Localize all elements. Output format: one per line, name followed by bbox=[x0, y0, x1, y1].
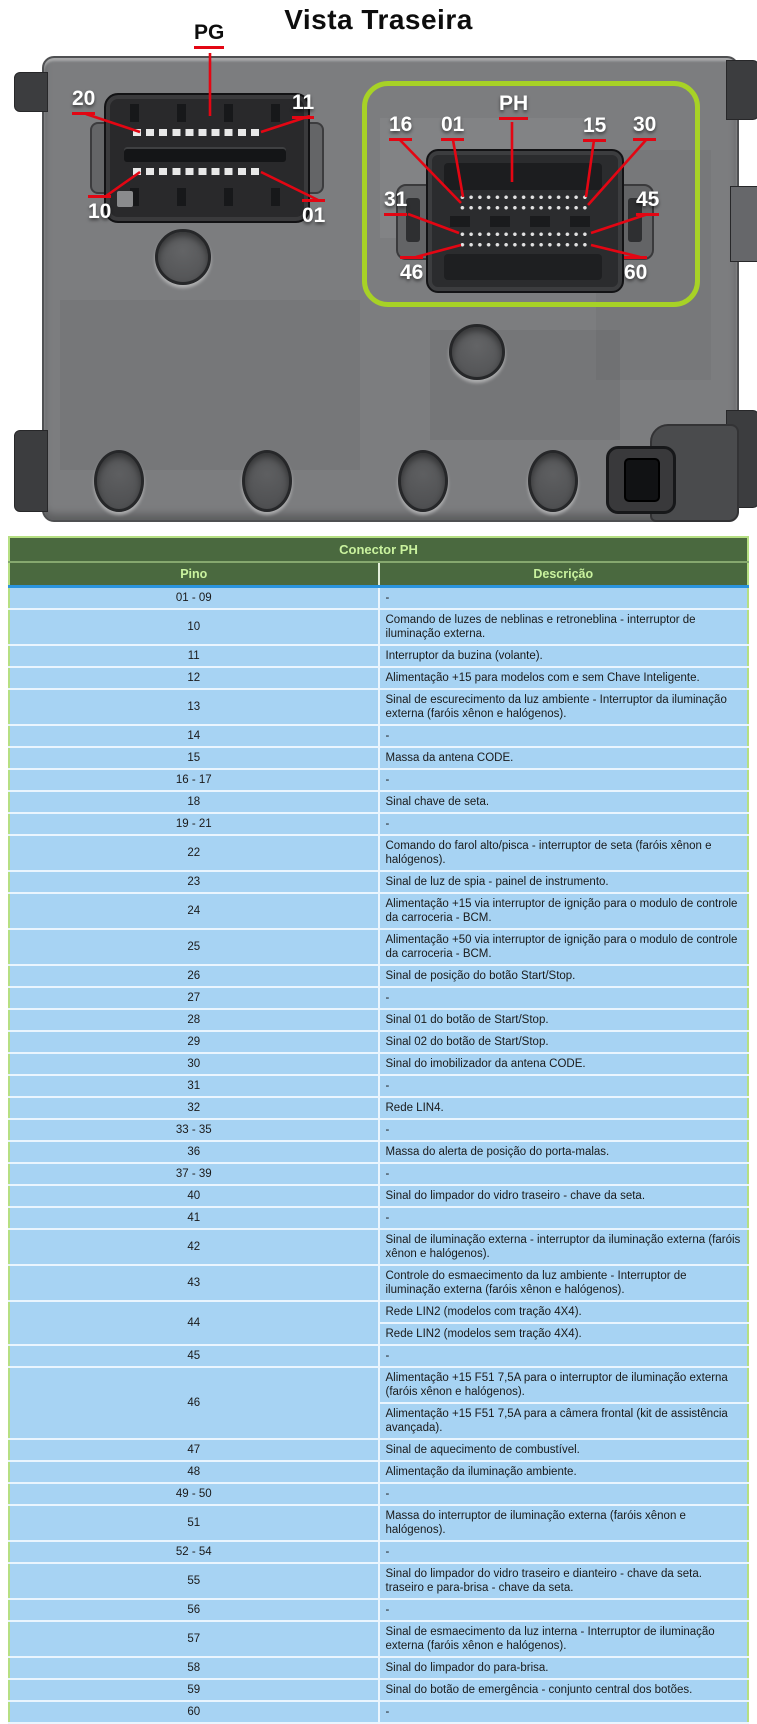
connector-pg-notches bbox=[130, 104, 280, 122]
mounting-tab bbox=[14, 72, 48, 112]
connector-ph-table bbox=[8, 536, 749, 1724]
pg-pin-label-01: 01 bbox=[302, 199, 325, 226]
pin-cell: 26 bbox=[9, 965, 379, 987]
table-row bbox=[9, 1541, 748, 1563]
module-bump bbox=[449, 324, 505, 380]
mounting-tab bbox=[726, 60, 757, 120]
pin-cell: 36 bbox=[9, 1141, 379, 1163]
table-row bbox=[9, 1009, 748, 1031]
column-header-pino: Pino bbox=[9, 562, 379, 587]
bcm-rear-view-figure bbox=[0, 0, 757, 530]
table-row bbox=[9, 929, 748, 965]
description-cell: Massa do interruptor de iluminação externa (faróis xênon e halógenos). bbox=[379, 1505, 749, 1541]
description-cell: Rede LIN2 (modelos com tração 4X4). bbox=[379, 1301, 749, 1323]
table-row bbox=[9, 1563, 748, 1599]
table-row bbox=[9, 813, 748, 835]
description-cell: - bbox=[379, 1345, 749, 1367]
pin-cell: 40 bbox=[9, 1185, 379, 1207]
connector-pg-pin-row bbox=[133, 129, 264, 136]
table-row bbox=[9, 1097, 748, 1119]
description-cell: Sinal 01 do botão de Start/Stop. bbox=[379, 1009, 749, 1031]
connector-ph-key-slots bbox=[450, 216, 596, 227]
connector-ph-pin-grid-bottom bbox=[458, 229, 589, 250]
pin-cell: 46 bbox=[9, 1367, 379, 1439]
description-cell: Comando do farol alto/pisca - interruptor de seta (faróis xênon e halógenos). bbox=[379, 835, 749, 871]
description-cell: Massa da antena CODE. bbox=[379, 747, 749, 769]
table-row bbox=[9, 893, 748, 929]
description-cell: Sinal de luz de spia - painel de instrumento. bbox=[379, 871, 749, 893]
table-row bbox=[9, 1229, 748, 1265]
module-shading bbox=[60, 300, 360, 470]
description-cell: Comando de luzes de neblinas e retroneblina - interruptor de iluminação externa. bbox=[379, 609, 749, 645]
pin-cell: 59 bbox=[9, 1679, 379, 1701]
description-cell: - bbox=[379, 1599, 749, 1621]
mounting-tab bbox=[14, 430, 48, 512]
table-row bbox=[9, 1075, 748, 1097]
table-row bbox=[9, 835, 748, 871]
pin-cell: 47 bbox=[9, 1439, 379, 1461]
pin-cell: 30 bbox=[9, 1053, 379, 1075]
description-cell: - bbox=[379, 725, 749, 747]
table-row bbox=[9, 791, 748, 813]
table-title-row bbox=[9, 537, 748, 562]
pin-cell: 51 bbox=[9, 1505, 379, 1541]
pg-pin-label-10: 10 bbox=[88, 195, 111, 222]
description-cell: - bbox=[379, 1207, 749, 1229]
description-cell: Sinal do limpador do vidro traseiro e dianteiro - chave da seta. traseiro e para-brisa - chave da seta. bbox=[379, 1563, 749, 1599]
table-row bbox=[9, 1265, 748, 1301]
pin-cell: 32 bbox=[9, 1097, 379, 1119]
table-row bbox=[9, 1031, 748, 1053]
pin-cell: 43 bbox=[9, 1265, 379, 1301]
pin-cell: 14 bbox=[9, 725, 379, 747]
pin-cell: 19 - 21 bbox=[9, 813, 379, 835]
description-cell: - bbox=[379, 587, 749, 610]
pin-cell: 37 - 39 bbox=[9, 1163, 379, 1185]
table-row bbox=[9, 645, 748, 667]
description-cell: Alimentação +50 via interruptor de ignição para o modulo de controle da carroceria - BCM. bbox=[379, 929, 749, 965]
table-title: Conector PH bbox=[9, 537, 748, 562]
description-cell: Rede LIN4. bbox=[379, 1097, 749, 1119]
table-row bbox=[9, 1185, 748, 1207]
pin-cell: 13 bbox=[9, 689, 379, 725]
ph-pin-label-31: 31 bbox=[384, 189, 407, 216]
table-row bbox=[9, 1163, 748, 1185]
module-foot bbox=[242, 450, 292, 512]
ph-pin-label-30: 30 bbox=[633, 114, 656, 141]
table-header-row bbox=[9, 562, 748, 587]
column-header-descricao: Descrição bbox=[379, 562, 749, 587]
pin-cell: 44 bbox=[9, 1301, 379, 1345]
table-row bbox=[9, 1679, 748, 1701]
description-cell: Sinal chave de seta. bbox=[379, 791, 749, 813]
table-row bbox=[9, 587, 748, 610]
pin-cell: 12 bbox=[9, 667, 379, 689]
pin-cell: 56 bbox=[9, 1599, 379, 1621]
module-foot bbox=[528, 450, 578, 512]
connector-ph-slot bbox=[444, 163, 602, 190]
description-cell: Alimentação +15 para modelos com e sem Chave Inteligente. bbox=[379, 667, 749, 689]
description-cell: - bbox=[379, 769, 749, 791]
description-cell: Sinal de aquecimento de combustível. bbox=[379, 1439, 749, 1461]
table-row bbox=[9, 1621, 748, 1657]
description-cell: Alimentação +15 F51 7,5A para o interruptor de iluminação externa (faróis xênon e halógenos). bbox=[379, 1367, 749, 1403]
pin-cell: 52 - 54 bbox=[9, 1541, 379, 1563]
description-cell: Sinal de iluminação externa - interruptor da iluminação externa (faróis xênon e halógenos). bbox=[379, 1229, 749, 1265]
description-cell: - bbox=[379, 1163, 749, 1185]
table-row bbox=[9, 1053, 748, 1075]
table-row bbox=[9, 689, 748, 725]
ph-pin-label-01: 01 bbox=[441, 114, 464, 141]
pin-cell: 18 bbox=[9, 791, 379, 813]
table-row bbox=[9, 1141, 748, 1163]
pin-cell: 15 bbox=[9, 747, 379, 769]
description-cell: - bbox=[379, 987, 749, 1009]
pin-cell: 41 bbox=[9, 1207, 379, 1229]
description-cell: Sinal de escurecimento da luz ambiente - Interruptor da iluminação externa (faróis xênon e halógenos). bbox=[379, 689, 749, 725]
connector-ph-slot bbox=[444, 254, 602, 280]
description-cell: Controle do esmaecimento da luz ambiente - Interruptor de iluminação externa (faróis xênon e halógenos). bbox=[379, 1265, 749, 1301]
table-row bbox=[9, 747, 748, 769]
description-cell: Sinal do limpador do vidro traseiro - chave da seta. bbox=[379, 1185, 749, 1207]
connector-ph-pin-grid-top bbox=[458, 192, 589, 213]
description-cell: - bbox=[379, 1483, 749, 1505]
table-row bbox=[9, 667, 748, 689]
pin-cell: 57 bbox=[9, 1621, 379, 1657]
connector-pg-label: PG bbox=[194, 22, 224, 49]
pin-cell: 29 bbox=[9, 1031, 379, 1053]
description-cell: - bbox=[379, 1119, 749, 1141]
table-row bbox=[9, 1207, 748, 1229]
table-row bbox=[9, 725, 748, 747]
pin-cell: 33 - 35 bbox=[9, 1119, 379, 1141]
pin-cell: 01 - 09 bbox=[9, 587, 379, 610]
description-cell: - bbox=[379, 813, 749, 835]
description-cell: Sinal do botão de emergência - conjunto central dos botões. bbox=[379, 1679, 749, 1701]
description-cell: - bbox=[379, 1701, 749, 1723]
connector-pg-key-chip bbox=[117, 191, 133, 207]
mounting-tab bbox=[730, 186, 757, 262]
table-row bbox=[9, 1701, 748, 1723]
ph-pin-label-16: 16 bbox=[389, 114, 412, 141]
corner-connector-slot bbox=[624, 458, 660, 502]
pin-cell: 28 bbox=[9, 1009, 379, 1031]
pin-cell: 23 bbox=[9, 871, 379, 893]
table-row bbox=[9, 987, 748, 1009]
description-cell: Sinal 02 do botão de Start/Stop. bbox=[379, 1031, 749, 1053]
pin-cell: 25 bbox=[9, 929, 379, 965]
connector-pg-notches bbox=[130, 188, 280, 206]
connector-ph-label: PH bbox=[499, 93, 528, 120]
pin-table-body bbox=[9, 587, 748, 1724]
module-foot bbox=[398, 450, 448, 512]
pin-cell: 27 bbox=[9, 987, 379, 1009]
connector-pg-key-slot bbox=[124, 147, 286, 162]
description-cell: Sinal de esmaecimento da luz interna - Interruptor de iluminação externa (faróis xênon e halógenos). bbox=[379, 1621, 749, 1657]
table-row bbox=[9, 1301, 748, 1323]
pin-cell: 16 - 17 bbox=[9, 769, 379, 791]
pin-cell: 11 bbox=[9, 645, 379, 667]
pin-cell: 49 - 50 bbox=[9, 1483, 379, 1505]
description-cell: Rede LIN2 (modelos sem tração 4X4). bbox=[379, 1323, 749, 1345]
pg-pin-label-20: 20 bbox=[72, 88, 95, 115]
pin-cell: 24 bbox=[9, 893, 379, 929]
module-bump bbox=[155, 229, 211, 285]
description-cell: Massa do alerta de posição do porta-malas. bbox=[379, 1141, 749, 1163]
table-row bbox=[9, 1119, 748, 1141]
description-cell: Sinal de posição do botão Start/Stop. bbox=[379, 965, 749, 987]
table-row bbox=[9, 769, 748, 791]
table-row bbox=[9, 1461, 748, 1483]
description-cell: Alimentação +15 via interruptor de ignição para o modulo de controle da carroceria - BCM. bbox=[379, 893, 749, 929]
ph-pin-label-45: 45 bbox=[636, 189, 659, 216]
pg-pin-label-11: 11 bbox=[292, 92, 314, 119]
connector-pg-pin-row bbox=[133, 168, 264, 175]
table-row bbox=[9, 609, 748, 645]
description-cell: Sinal do limpador do para-brisa. bbox=[379, 1657, 749, 1679]
description-cell: Alimentação +15 F51 7,5A para a câmera frontal (kit de assistência avançada). bbox=[379, 1403, 749, 1439]
pin-cell: 55 bbox=[9, 1563, 379, 1599]
ph-pin-label-60: 60 bbox=[624, 256, 647, 283]
module-foot bbox=[94, 450, 144, 512]
pin-cell: 10 bbox=[9, 609, 379, 645]
figure-title: Vista Traseira bbox=[284, 4, 473, 35]
table-row bbox=[9, 1483, 748, 1505]
pin-cell: 58 bbox=[9, 1657, 379, 1679]
pin-cell: 22 bbox=[9, 835, 379, 871]
table-row bbox=[9, 1367, 748, 1403]
pin-cell: 45 bbox=[9, 1345, 379, 1367]
table-row bbox=[9, 1505, 748, 1541]
description-cell: - bbox=[379, 1541, 749, 1563]
ph-pin-label-15: 15 bbox=[583, 115, 606, 142]
table-row bbox=[9, 1657, 748, 1679]
description-cell: Interruptor da buzina (volante). bbox=[379, 645, 749, 667]
table-row bbox=[9, 1439, 748, 1461]
description-cell: Alimentação da iluminação ambiente. bbox=[379, 1461, 749, 1483]
table-row bbox=[9, 1599, 748, 1621]
description-cell: - bbox=[379, 1075, 749, 1097]
connector-ph-ear bbox=[406, 198, 420, 242]
pin-cell: 60 bbox=[9, 1701, 379, 1723]
description-cell: Sinal do imobilizador da antena CODE. bbox=[379, 1053, 749, 1075]
pin-cell: 31 bbox=[9, 1075, 379, 1097]
table-row bbox=[9, 1345, 748, 1367]
table-row bbox=[9, 871, 748, 893]
pin-cell: 48 bbox=[9, 1461, 379, 1483]
pin-cell: 42 bbox=[9, 1229, 379, 1265]
table-row bbox=[9, 965, 748, 987]
ph-pin-label-46: 46 bbox=[400, 256, 423, 283]
